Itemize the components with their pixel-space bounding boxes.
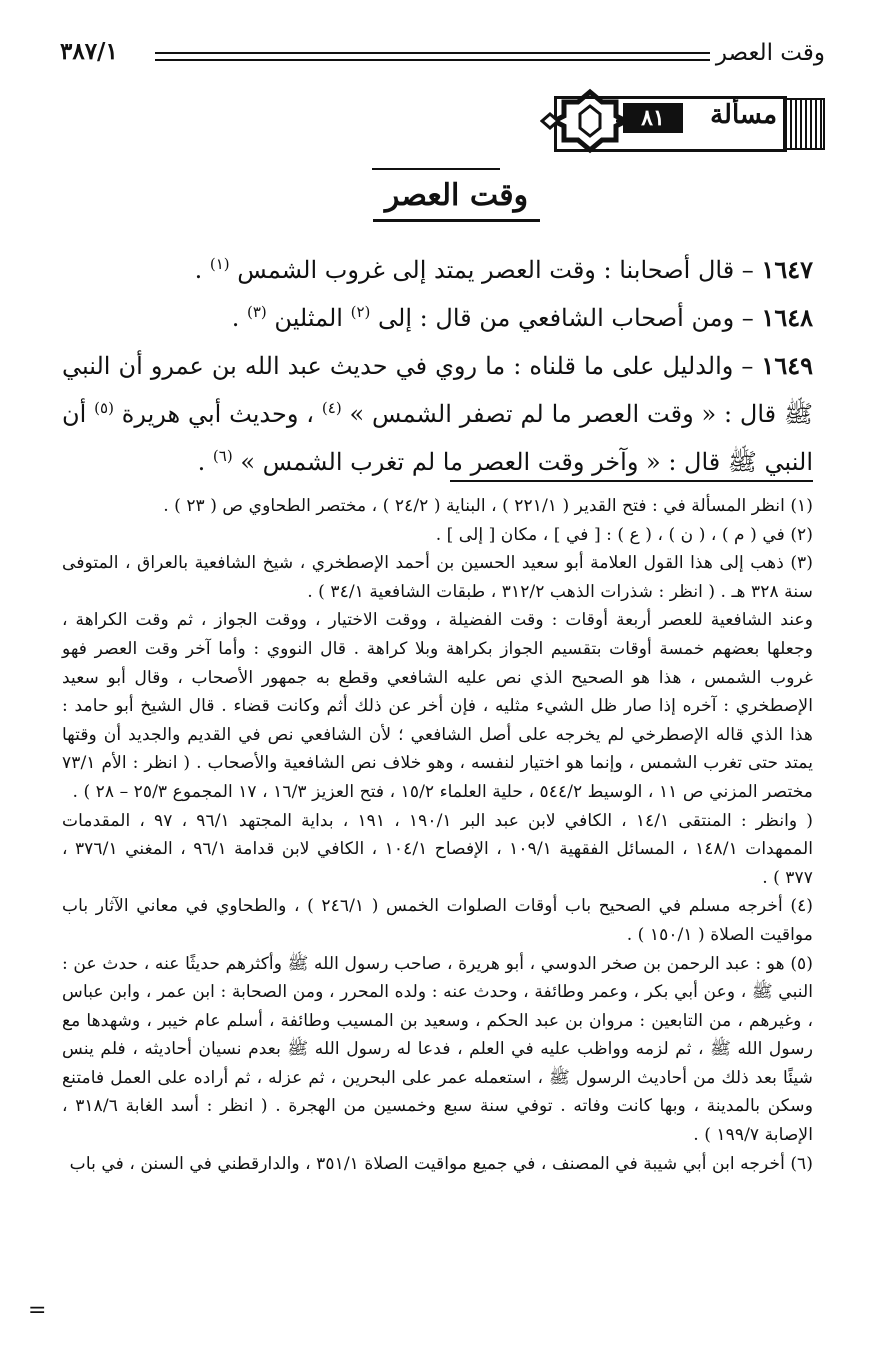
footnote-3-continued: وعند الشافعية للعصر أربعة أوقات : وقت الفضيلة ، ووقت الاختيار ، ووقت الجواز ، ثم وقت الكراهة ، وجعلها بعضهم خمسة أوقات بتقسيم الجواز بكراهة وبلا كراهة . قال النووي : وأما آخر وقت العصر فهو غروب الشمس ، هذا هو الصحيح الذي نص عليه الشافعي وقطع به جمهور الأصحاب ، وقال أبو سعيد الإصطخري : آخره إذا صار ظل الشيء مثليه ، فإن أخر عن ذلك أثم وكانت قضاء . قال الشيخ أبو حامد : هذا الذي قاله الإصطرخي لم يخرجه على أصل الشافعي ؛ لأن الشافعي نص في القديم والجديد أن وقتها يمتد حتى تغرب الشمس ، وإنما هو اختيار لنفسه ، وهو خلاف نص الشافعية والأصحاب . ( انظر : الأم ٧٣/١ مختصر المزني ص ١١ ، الوسيط ٥٤٤/٢ ، حلية العلماء ١٥/٢ ، فتح العزيز ١٦/٣ ، ١٧ المجموع ٢٥/٣ – ٢٨ ) . (62, 610, 813, 802)
page-number: ٣٨٧/١ (60, 38, 118, 65)
footnote-4: (٤) أخرجه مسلم في الصحيح باب أوقات الصلوات الخمس ( ٢٤٦/١ ) ، والطحاوي في معاني الآثار باب مواقيت الصلاة ( ١٥٠/١ ) . (62, 896, 814, 945)
chapter-title: وقت العصر (715, 40, 825, 66)
footnotes (62, 492, 813, 1178)
footnote-separator (450, 480, 813, 482)
masala-banner (540, 88, 825, 154)
paragraph-text-cont: المثلين (274, 304, 343, 332)
paragraph-text-cont: أن النبي ﷺ قال : « وآخر وقت العصر ما لم تغرب الشمس » (62, 400, 813, 476)
geometric-ornament-icon (540, 88, 640, 154)
footnote-6: (٦) أخرجه ابن أبي شيبة في المصنف ، في جميع مواقيت الصلاة ٣٥١/١ ، والدارقطني في السنن ، في باب (69, 1153, 813, 1174)
footnote-3-references: ( وانظر : المنتقى ١٤/١ ، الكافي لابن عبد البر ١٩٠/١ ، ١٩١ ، بداية المجتهد ٩٦/١ ، ٩٧ ، المقدمات الممهدات ١٤٨/١ ، المسائل الفقهية ١٠٩/١ ، الإفصاح ١٠٤/١ ، الكافي لابن قدامة ٩٦/١ ، المغني ٣٧٦/١ ، ٣٧٧ ) . (62, 810, 813, 888)
paragraph-text: – والدليل على ما قلناه : ما روي في حديث عبد الله بن عمرو أن النبي ﷺ قال : « وقت العصر ما لم تصفر الشمس » (62, 352, 813, 428)
paragraph-text: – قال أصحابنا : وقت العصر يمتد إلى غروب الشمس (237, 256, 754, 284)
footnote-ref: (٤) (321, 399, 342, 417)
paragraph-1649 (62, 342, 813, 486)
footnote-ref: (٢) (350, 303, 371, 321)
masala-number: ٨١ (623, 103, 683, 133)
footnote-ref: (١) (209, 255, 230, 273)
paragraph-1647 (62, 246, 813, 294)
paragraph-end: . (231, 304, 240, 332)
paragraph-end: . (197, 448, 206, 476)
header-rule (155, 52, 710, 61)
paragraph-number: ١٦٤٧ (761, 255, 813, 284)
section-title-wrap (0, 178, 873, 222)
footnote-ref: (٣) (247, 303, 267, 321)
footnote-3: (٣) ذهب إلى هذا القول العلامة أبو سعيد الحسين بن أحمد الإصطخري ، شيخ الشافعية بالعراق ، المتوفى سنة ٣٢٨ هـ . ( انظر : شذرات الذهب ٣١٢/٢ ، طبقات الشافعية ٣٤/١ ) . (62, 553, 813, 602)
paragraph-1648 (62, 294, 813, 342)
main-text (62, 246, 813, 486)
masala-label: مسألة (710, 100, 777, 130)
footnote-ref: (٥) (94, 399, 114, 417)
paragraph-number: ١٦٤٨ (761, 303, 813, 332)
running-header (60, 38, 825, 78)
footnote-2: (٢) في ( م ) ، ( ن ) ، ( ع ) : [ في ] ، مكان [ إلى ] . (435, 524, 813, 545)
footnote-ref: (٦) (212, 447, 233, 465)
paragraph-end: . (194, 256, 203, 284)
footnote-1: (١) انظر المسألة في : فتح القدير ( ٢٢١/١ ) ، البناية ( ٢٤/٢ ) ، مختصر الطحاوي ص ( ٢٣ ) . (163, 496, 813, 516)
continuation-mark: = (28, 1298, 47, 1323)
footnote-5: (٥) هو : عبد الرحمن بن صخر الدوسي ، أبو هريرة ، صاحب رسول الله ﷺ وأكثرهم حديثًا عنه ، حدث عن : النبي ﷺ ، وعن أبي بكر ، وعمر وطائفة ، وحدث عنه : ولده المحرر ، ومن الصحابة : ابن عمر ، وابن عباس ، وغيرهم ، من التابعين : مروان بن عبد الحكم ، وسعيد بن المسيب وطائفة ، أسلم عام خيبر ، وشهدها مع رسول الله ﷺ ، ثم لزمه وواظب عليه في العلم ، فدعا له رسول الله ﷺ بعدم نسيان أحاديثه ، فلم ينس شيئًا بعد ذلك من أحاديث الرسول ﷺ ، استعمله عمر على البحرين ، ثم عزله ، ثم أراده على العمل فامتنع وسكن بالمدينة ، وبها كانت وفاته . توفي سنة سبع وخمسين من الهجرة . ( انظر : أسد الغابة ٣١٨/٦ ، الإصابة ١٩٩/٧ ) . (62, 953, 813, 1146)
hatch-ornament (783, 98, 825, 150)
paragraph-text-cont: ، وحديث أبي هريرة (121, 400, 315, 428)
paragraph-number: ١٦٤٩ (761, 351, 813, 380)
section-title: وقت العصر (373, 178, 540, 222)
title-overline (372, 168, 500, 170)
paragraph-text: – ومن أصحاب الشافعي من قال : إلى (378, 304, 754, 332)
